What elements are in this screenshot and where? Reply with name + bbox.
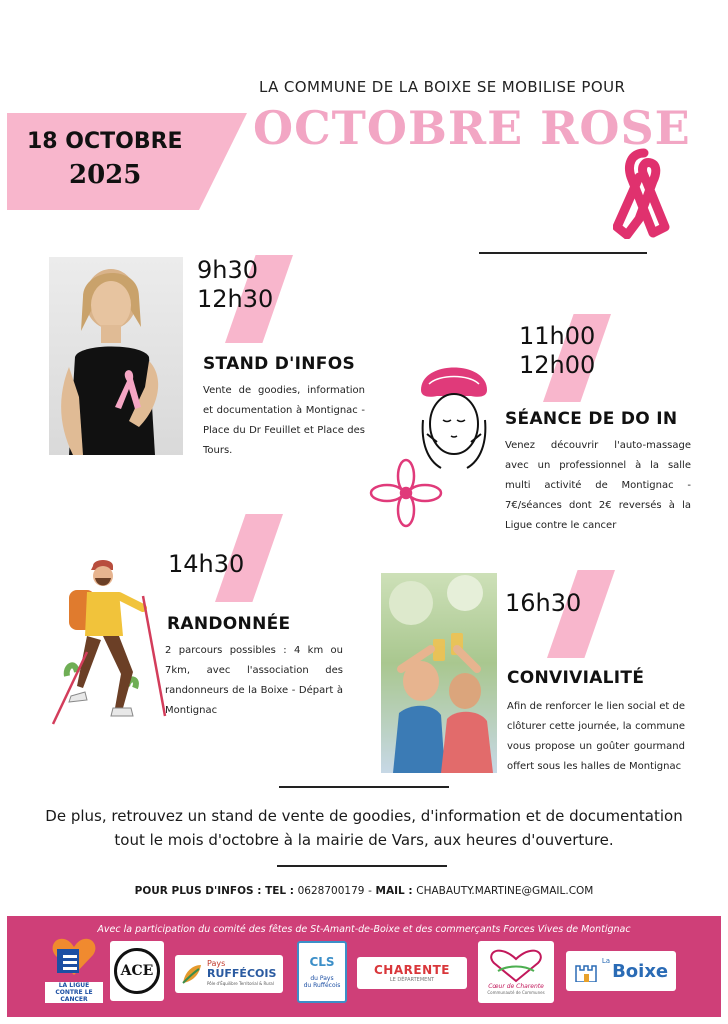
event-time-end: 12h30 bbox=[197, 285, 274, 313]
event-time-start: 11h00 bbox=[519, 322, 596, 350]
flower-icon bbox=[369, 458, 443, 528]
cls-line2: du Ruffécois bbox=[303, 982, 341, 989]
ace-logo bbox=[110, 941, 164, 1001]
poster bbox=[7, 5, 721, 1017]
charente-name: CHARENTE bbox=[374, 963, 450, 977]
contact-label: POUR PLUS D'INFOS : TEL : bbox=[134, 885, 294, 897]
divider bbox=[479, 252, 647, 254]
hiker-icon bbox=[47, 556, 167, 726]
headline: LA COMMUNE DE LA BOIXE SE MOBILISE POUR bbox=[259, 78, 626, 96]
pink-ribbon-icon bbox=[613, 147, 675, 239]
pays-name: RUFFÉCOIS bbox=[207, 967, 277, 980]
event-description: Venez découvrir l'auto-massage avec un professionnel à la salle multi activité de Montignac - 7€/séances dont 2€ reversés à la Ligue contre le cancer bbox=[505, 440, 691, 531]
event-description: Vente de goodies, information et documentation à Montignac - Place du Dr Feuillet et Place des Tours. bbox=[203, 385, 365, 456]
pays-top: Pays bbox=[207, 959, 226, 968]
additional-info bbox=[27, 804, 701, 852]
event-time: 14h30 bbox=[168, 550, 245, 578]
contact-line bbox=[7, 885, 721, 897]
additional-info-line2: tout le mois d'octobre à la mairie de Vars, aux heures d'ouverture. bbox=[114, 831, 614, 849]
cls-logo bbox=[297, 941, 347, 1003]
coeur-name: Cœur de Charente bbox=[488, 983, 544, 990]
castle-icon bbox=[574, 960, 600, 982]
coeur-de-charente-logo bbox=[478, 941, 554, 1003]
event-title: CONVIVIALITÉ bbox=[507, 668, 645, 688]
ligue-logo-text: LA LIGUE CONTRE LE CANCER bbox=[45, 982, 103, 1003]
charente-sub: LE DÉPARTEMENT bbox=[389, 977, 435, 983]
mail-label: MAIL : bbox=[375, 885, 413, 897]
la-text: La bbox=[601, 957, 611, 965]
ligue-heart-icon bbox=[51, 937, 97, 977]
email-address[interactable]: CHABAUTY.MARTINE@GMAIL.COM bbox=[416, 885, 594, 897]
footer-credits: Avec la participation du comité des fêtes de St-Amant-de-Boixe et des commerçants Forces Vives de Montignac bbox=[97, 924, 631, 935]
pays-ruffecois-logo bbox=[175, 955, 283, 993]
la-boixe-logo bbox=[566, 951, 676, 991]
event-date: 18 OCTOBRE bbox=[27, 129, 183, 154]
boixe-text: Boixe bbox=[612, 960, 669, 982]
event-time-end: 12h00 bbox=[519, 351, 596, 379]
charente-logo bbox=[357, 957, 467, 989]
event-time: 16h30 bbox=[505, 589, 582, 617]
additional-info-line1: De plus, retrouvez un stand de vente de goodies, d'information et de documentation bbox=[45, 807, 683, 825]
event-title: RANDONNÉE bbox=[167, 614, 291, 634]
cls-line1: du Pays bbox=[310, 975, 334, 982]
leaf-icon bbox=[181, 963, 203, 985]
event-title: SÉANCE DE DO IN bbox=[505, 409, 678, 429]
event-year: 2025 bbox=[69, 160, 142, 190]
divider bbox=[279, 786, 449, 788]
pays-tag: Pôle d'Équilibre Territorial & Rural bbox=[207, 981, 274, 986]
woman-photo bbox=[49, 257, 183, 455]
face-massage-icon bbox=[411, 350, 497, 474]
event-description: Afin de renforcer le lien social et de clôturer cette journée, la commune vous propose un goûter gourmand offert sous les halles de Montignac bbox=[507, 701, 685, 772]
event-title: STAND D'INFOS bbox=[203, 354, 356, 374]
phone-number[interactable]: 0628700179 bbox=[297, 885, 365, 897]
event-description: 2 parcours possibles : 4 km ou 7km, avec l'association des randonneurs de la Boixe - Départ à Montignac bbox=[165, 645, 343, 716]
ace-logo-text: ACE bbox=[114, 948, 160, 994]
contact-separator: - bbox=[368, 885, 372, 897]
ligue-logo bbox=[45, 937, 103, 1005]
page-title: OCTOBRE ROSE bbox=[253, 101, 691, 155]
cls-title: CLS bbox=[309, 955, 335, 969]
heart-icon bbox=[488, 949, 544, 983]
coeur-sub: Communauté de Communes bbox=[487, 990, 545, 995]
event-time-start: 9h30 bbox=[197, 256, 259, 284]
divider bbox=[277, 865, 447, 867]
toast-photo bbox=[381, 573, 497, 773]
